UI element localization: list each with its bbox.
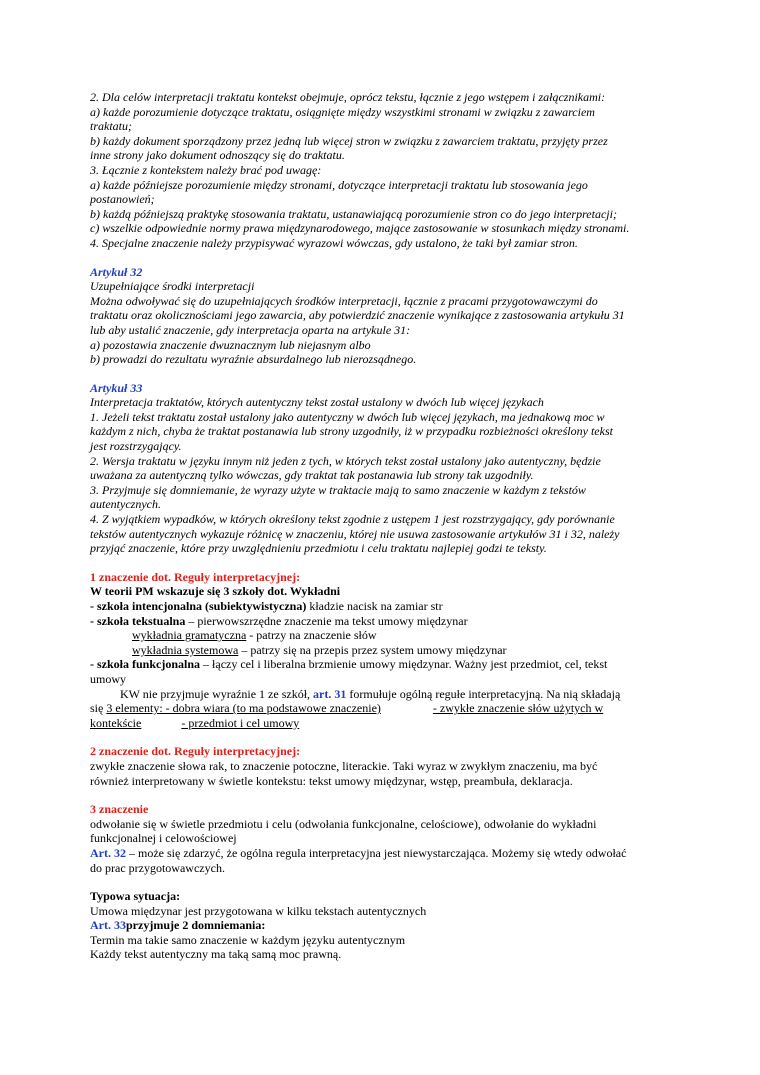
- text-line: postanowień;: [90, 192, 155, 207]
- art-line: [90, 918, 675, 933]
- school-name: - szkoła funkcjonalna: [90, 657, 201, 672]
- theory-line: W teorii PM wskazuje się 3 szkoły dot. Wykładni: [90, 584, 341, 599]
- text-line: Uzupełniające środki interpretacji: [90, 279, 255, 294]
- text-line: traktatu;: [90, 119, 132, 134]
- sub-desc: - patrzy na znaczenie słów: [246, 628, 377, 643]
- article-32-heading: Artykuł 32: [90, 264, 143, 279]
- sub-line: [90, 628, 675, 643]
- text-line: b) każdą późniejszą praktykę stosowania traktatu, ustanawiającą porozumienie stron co do jego interpretacji;: [90, 206, 617, 221]
- text-line: tekstów autentycznych wykazuje różnicę w znaczeniu, której nie usuwa zastosowanie artykułów 31 i 32, należy: [90, 526, 620, 541]
- text-line: Termin ma takie samo znaczenie w każdym języku autentycznym: [90, 932, 406, 947]
- school-name: - szkoła intencjonalna (subiektywistyczna): [90, 599, 307, 613]
- text-line: Umowa międzynar jest przygotowana w kilku tekstach autentycznych: [90, 903, 427, 918]
- text-line: funkcjonalnej i celowościowej: [90, 831, 237, 846]
- school-line: [90, 657, 675, 672]
- article-33-section: [90, 381, 675, 556]
- text-line: do prac przygotowawczych.: [90, 860, 225, 875]
- notes-1-heading: 1 znaczenie dot. Reguły interpretacyjnej:: [90, 569, 301, 584]
- kw-text: formułuje ogólną regułe interpretacyjną. Na nią składają: [346, 686, 621, 701]
- school-line: [90, 614, 675, 629]
- art-desc: przyjmuje 2 domniemania:: [126, 918, 266, 933]
- text-line: również interpretowany w świetle kontekstu: tekst umowy międzynar, wstęp, preambuła, deklaracja.: [90, 773, 573, 788]
- text-line: a) pozostawia znaczenie dwuznacznym lub niejasnym albo: [90, 337, 371, 352]
- text-line: 2. Dla celów interpretacji traktatu kontekst obejmuje, oprócz tekstu, łącznie z jego wstępem i załącznikami:: [90, 90, 606, 104]
- article-33-heading: Artykuł 33: [90, 380, 143, 395]
- school-line: [90, 599, 675, 614]
- elements-text: 3 elementy: - dobra wiara (to ma podstawowe znaczenie): [106, 701, 381, 716]
- kw-text: KW nie przyjmuje wyraźnie 1 ze szkół,: [120, 686, 314, 701]
- text-line: b) każdy dokument sporządzony przez jedną lub więcej stron w związku z zawarciem traktatu, przyjęty przez: [90, 133, 608, 148]
- elements-line: [90, 701, 675, 716]
- art-31-ref: art. 31: [313, 686, 347, 701]
- notes-section-1: [90, 570, 675, 731]
- elements-text: się: [90, 701, 107, 716]
- text-line: 4. Specjalne znaczenie należy przypisywać wyrazowi wówczas, gdy ustalono, że taki był zamiar stron.: [90, 235, 578, 250]
- text-line: przyjąć znaczenie, które przy uwzględnieniu przedmiotu i celu traktatu najlepiej godzi te teksty.: [90, 541, 547, 556]
- text-line: inne strony jako dokument odnoszący się do traktatu.: [90, 148, 345, 163]
- notes-section-2: [90, 744, 675, 788]
- sub-desc: – patrzy się na przepis przez system umowy międzynar: [238, 642, 507, 657]
- school-name: - szkoła tekstualna: [90, 613, 186, 628]
- text-line: odwołanie się w świetle przedmiotu i celu (odwołania funkcjonalne, celościowe), odwołanie do wykładni: [90, 816, 597, 831]
- text-line: 1. Jeżeli tekst traktatu został ustalony jako autentyczny w dwóch lub więcej językach, ma jednakową moc w: [90, 409, 605, 424]
- text-line: a) każde późniejsze porozumienie między stronami, dotyczące interpretacji traktatu lub stosowania jego: [90, 177, 588, 192]
- art-line: [90, 846, 675, 861]
- sub-term: wykładnia gramatyczna: [132, 628, 247, 643]
- elements-text: kontekście: [90, 715, 142, 730]
- text-line: b) prowadzi do rezultatu wyraźnie absurdalnego lub nierozsądnego.: [90, 352, 417, 367]
- text-line: traktatu oraz okolicznościami jego zawarcia, aby potwierdzić znaczenie wynikające z zastosowania artykułu 31: [90, 308, 625, 323]
- text-line: uważana za autentyczną tylko wówczas, gdy traktat tak postanawia lub strony tak uzgodniły.: [90, 468, 534, 483]
- kw-line: [90, 687, 675, 702]
- art-33-ref: Art. 33: [90, 918, 126, 933]
- notes-section-4: [90, 889, 675, 962]
- text-line: 4. Z wyjątkiem wypadków, w których określony tekst zgodnie z ustępem 1 jest rozstrzygający, gdy porównanie: [90, 512, 615, 527]
- text-line: 3. Przyjmuje się domniemanie, że wyrazy użyte w traktacie mają to samo znaczenie w każdym z tekstów: [90, 482, 586, 497]
- school-desc: – pierwowszrzędne znaczenie ma tekst umowy międzynar: [185, 613, 468, 628]
- elements-text: - przedmiot i cel umowy: [181, 715, 300, 730]
- text-line: c) wszelkie odpowiednie normy prawa międzynarodowego, mające zastosowanie w stosunkach między stronami.: [90, 221, 630, 236]
- article-32-section: [90, 265, 675, 367]
- text-line: zwykłe znaczenie słowa rak, to znaczenie potoczne, literackie. Taki wyraz w zwykłym znaczeniu, ma być: [90, 758, 598, 773]
- text-line: Można odwoływać się do uzupełniających środków interpretacji, łącznie z pracami przygotowawczymi do: [90, 293, 598, 308]
- text-line: a) każde porozumienie dotyczące traktatu, osiągnięte między wszystkimi stronami w związku z zawarciem: [90, 104, 595, 119]
- text-line: lub aby ustalić znaczenie, gdy interpretacja oparta na artykule 31:: [90, 322, 411, 337]
- text-line: każdym z nich, chyba że traktat postanawia lub strony uzgodniły, iż w przypadku rozbieżności określony tekst: [90, 424, 613, 439]
- elements-text: - zwykłe znaczenie słów użytych w: [432, 701, 604, 716]
- text-line: Interpretacja traktatów, których autentyczny tekst został ustalony w dwóch lub więcej językach: [90, 395, 544, 410]
- convention-text-section: [90, 90, 675, 251]
- text-line: Każdy tekst autentyczny ma taką samą moc prawną.: [90, 947, 342, 962]
- text-line: umowy: [90, 671, 126, 686]
- text-line: autentycznych.: [90, 497, 161, 512]
- elements-line: [90, 716, 675, 731]
- notes-section-3: [90, 802, 675, 875]
- school-desc: – łączy cel i liberalna brzmienie umowy międzynar. Ważny jest przedmiot, cel, tekst: [200, 657, 608, 672]
- notes-3-heading: 3 znaczenie: [90, 802, 149, 817]
- school-desc: kładzie nacisk na zamiar str: [306, 599, 443, 613]
- sub-term: wykładnia systemowa: [132, 642, 239, 657]
- sub-line: [90, 643, 675, 658]
- text-line: jest rozstrzygający.: [90, 439, 182, 454]
- text-line: 2. Wersja traktatu w języku innym niż jeden z tych, w których tekst został ustalony jako autentyczny, będzie: [90, 453, 601, 468]
- document-page: [90, 90, 675, 962]
- art-32-ref: Art. 32: [90, 845, 126, 860]
- text-line: 3. Łącznie z kontekstem należy brać pod uwagę:: [90, 162, 322, 177]
- notes-4-heading: Typowa sytuacja:: [90, 889, 181, 904]
- notes-2-heading: 2 znaczenie dot. Reguły interpretacyjnej:: [90, 744, 301, 759]
- art-desc: – może się zdarzyć, że ogólna regula interpretacyjna jest niewystarczająca. Możemy się wtedy odwołać: [126, 845, 627, 860]
